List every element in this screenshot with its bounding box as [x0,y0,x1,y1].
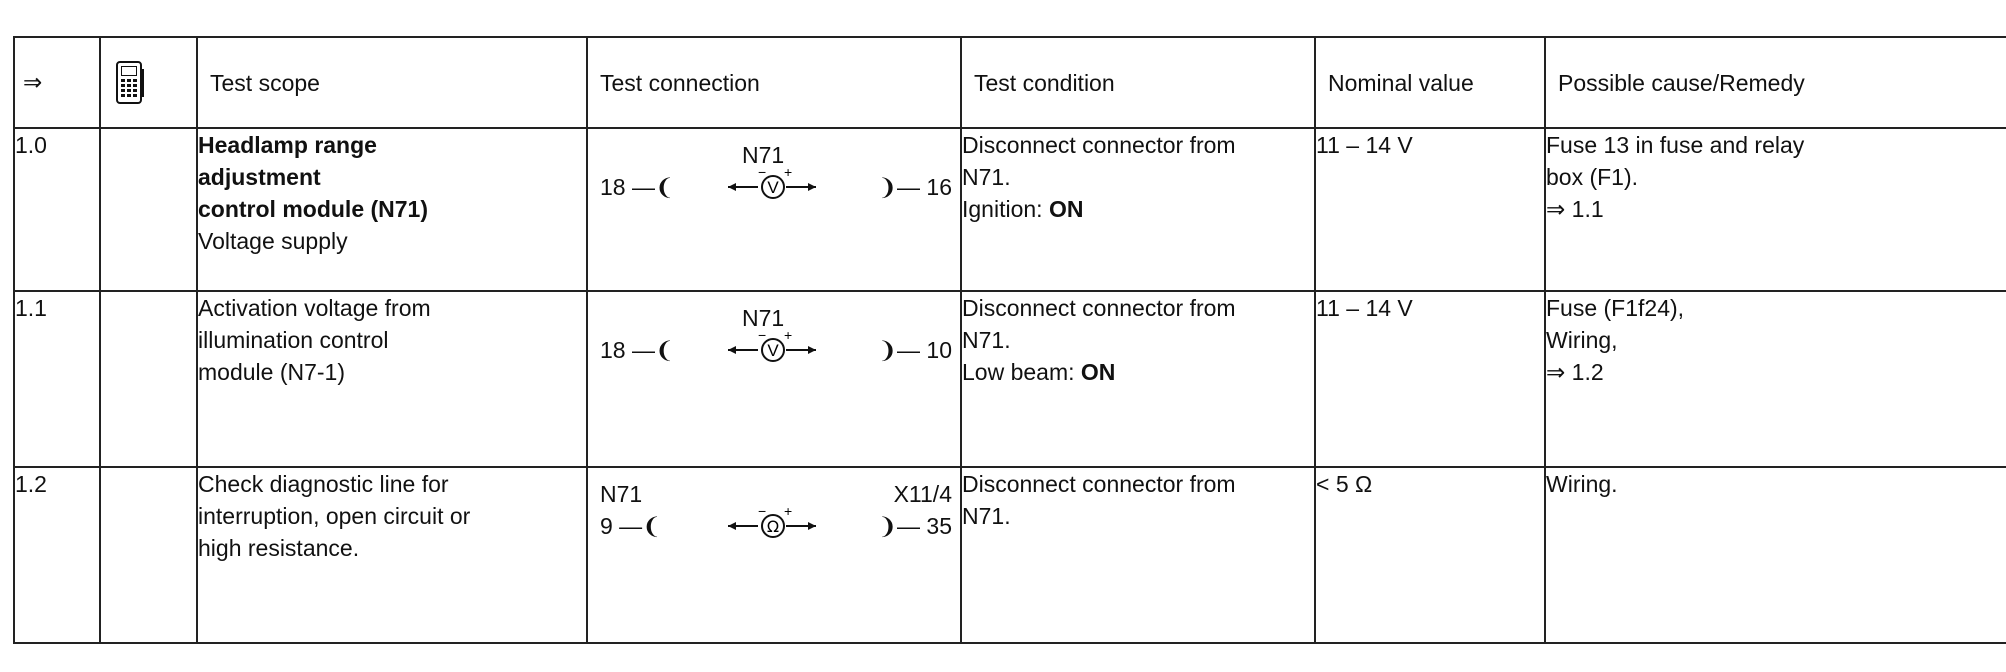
remedy-line: Wiring, [1546,326,1618,353]
test-condition-cell [961,467,1315,643]
scope-title-line: Headlamp range [198,132,377,159]
component-label: X11/4 [893,480,952,507]
condition-state [962,193,1314,225]
scope-text-line: Check diagnostic line for [198,470,449,497]
scope-text-line: illumination control [198,326,389,353]
scope-text-line: interruption, open circuit or [198,502,471,529]
remedy-link: ⇒ 1.2 [1546,358,1604,385]
table-header-row [14,37,2006,128]
test-connection-cell [587,128,961,290]
header-test-scope: Test scope [197,37,587,128]
condition-line: N71. [962,326,1011,353]
scope-title-line: control module (N71) [198,196,429,223]
remedy-cell [1545,128,2006,290]
test-connection-cell [587,291,961,467]
test-connection-cell [587,467,961,643]
component-label: N71 [742,304,785,331]
meter-symbol: Ω [766,516,780,536]
step-number: 1.2 [14,467,100,643]
pin-right: ❩— 35 [877,512,952,539]
table-row [14,467,2006,643]
condition-label: Low beam: [962,358,1081,385]
test-table [13,36,2006,644]
table-row [14,128,2006,290]
component-label: N71 [742,142,785,169]
svg-text:+: + [784,167,793,181]
condition-line: Disconnect connector from [962,470,1236,497]
pin-right: ❩— 10 [877,336,952,363]
test-condition-cell [961,128,1315,290]
test-scope-cell [197,291,587,467]
voltmeter-icon [728,330,818,364]
test-scope-cell [197,467,587,643]
pin-left: 18 —❨ [600,336,675,363]
step-number: 1.0 [14,128,100,290]
pin-number: 35 [926,512,952,539]
condition-line: N71. [962,502,1011,529]
header-nominal-value: Nominal value [1315,37,1545,128]
voltmeter-icon [728,167,818,201]
meter-symbol: V [767,340,779,360]
tester-cell [100,128,197,290]
nominal-value-cell: 11 – 14 V [1315,291,1545,467]
svg-text:−: − [758,505,767,519]
pin-number: 18 [600,174,626,201]
remedy-line: Fuse 13 in fuse and relay [1546,132,1805,159]
component-label: N71 [600,480,643,507]
ohmmeter-icon [728,506,818,540]
svg-text:+: + [784,505,793,519]
pin-number: 18 [600,336,626,363]
step-number: 1.1 [14,291,100,467]
nominal-value-cell: < 5 Ω [1315,467,1545,643]
pin-right: ❩— 16 [877,174,952,201]
condition-line: Disconnect connector from [962,294,1236,321]
remedy-line: Fuse (F1f24), [1546,294,1685,321]
condition-label: Ignition: [962,196,1049,223]
scope-title-line: adjustment [198,164,321,191]
pin-number: 9 [600,512,613,539]
tester-cell [100,291,197,467]
pin-left: 9 —❨ [600,512,662,539]
remedy-line: box (F1). [1546,164,1639,191]
header-test-connection: Test connection [587,37,961,128]
header-test-condition: Test condition [961,37,1315,128]
pin-number: 10 [926,336,952,363]
scope-text-line: Activation voltage from [198,294,431,321]
arrow-icon: ⇒ [14,37,100,128]
remedy-line: Wiring. [1546,470,1618,497]
condition-line: N71. [962,164,1011,191]
svg-text:+: + [784,329,793,343]
nominal-value-cell: 11 – 14 V [1315,128,1545,290]
scope-text-line: high resistance. [198,534,360,561]
pin-left: 18 —❨ [600,174,675,201]
remedy-cell [1545,291,2006,467]
remedy-cell [1545,467,2006,643]
condition-value: ON [1080,358,1116,385]
svg-text:−: − [758,167,767,181]
test-condition-cell [961,291,1315,467]
header-possible-cause: Possible cause/Remedy [1545,37,2006,128]
remedy-link: ⇒ 1.1 [1546,196,1604,223]
table-row [14,291,2006,467]
scope-text-line: module (N7-1) [198,358,345,385]
condition-line: Disconnect connector from [962,132,1236,159]
scope-text-line: Voltage supply [198,228,348,255]
meter-symbol: V [767,178,779,198]
condition-value: ON [1048,196,1084,223]
pin-number: 16 [926,174,952,201]
condition-state [962,356,1314,388]
test-scope-cell [197,128,587,290]
svg-text:−: − [758,329,767,343]
tester-icon [100,37,197,128]
tester-cell [100,467,197,643]
